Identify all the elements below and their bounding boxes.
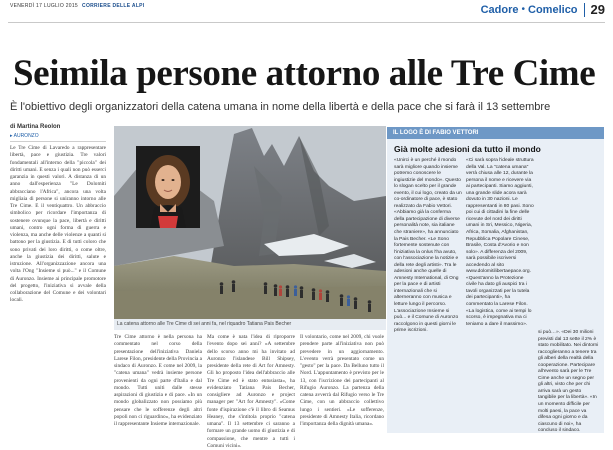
section-header [481, 2, 605, 17]
sidebar-column-1-text: «Unirci è un perché il mondo sarà migliore quando insieme potremo conoscere le ingiustizie del mondo». Questo lo slogan scelto per il grande evento, il cui logo, creato da un co-ordinatore di pace, è stato realizzato da Fabio Vettori. «Abbiamo già la conferma della partecipazione di diverse personalità note, sia italiane che straniere», ha annunciato la Pais Becher. «Le Sono fortemente sostenute con l'iniziativa la onlus l'ha avuto, con l'associazione la notizie e della rete degli artisti». Tra le adesioni anche quelle di Amnesty International, di Ong per la pace e di artisti internazionali che si alterneranno con musica e letture lungo il percorso. L'associazione Insieme si può... e il Comune di Auronzo raccolgono in questi giorni le prime iscrizioni. [394, 158, 462, 334]
article-subhead: È l'obiettivo degli organizzatori della catena umana in nome della libertà e della pace che si farà il 13 settembre [10, 101, 551, 113]
header-rule [8, 22, 605, 23]
header-meta [10, 3, 145, 9]
article-location: ▸ AURONZO [10, 133, 39, 139]
article-byline: di Martina Reolon [10, 124, 61, 130]
article-column-3 [207, 334, 295, 449]
article-column-3-text: Ma come è nata l'idea di riproporre l'evento dopo sei anni? «A settembre dello scorso anno mi ha invitato ad Auronzo l'islandese Bill Shipsey, presidente della rete di Art for Amnesty. Gli ho proposto l'idea dell'abbraccio alle Tre Cime ed è stato entusiasta», ha evidenziato Tatiana Pais Becher, consigliere ad Auronzo e project manager per "Art for Amnesty". «Come fonte d'ispirazione c'è il libro di Seamus Heaney, che s'intitola proprio "catena umana". Il 13 settembre ci saranno a formare un grande uomo di giustizia e di compassione, che mentre a tutti i Comuni vicini». [207, 334, 295, 449]
section-separator: • [521, 4, 526, 15]
sidebar-column-2 [466, 158, 534, 430]
article-column-1-text: Le Tre Cime di Lavaredo a rappresentare libertà, pace e giustizia. Tre valori fondamentali all'interno della "piccola" dei diritti umani. E senza i quali non può esserci garanzia in questi valori. A distanza di un anno dall'esperienza "Le Dolomiti abbracciano l'Africa", ancora una volta migliaia di persone si uniranno intorno alle Tre Cime. E il ventiquattro. Un abbraccio simbolico per ricordare l'importanza di sostenere ovunque la pace, libertà e diritti umani, contro ogni forma di guerra e violenza, ma anche delle violenze a quanti si battono per la giustizia. E di tutti coloro che sono privati dei loro diritti, o come oltre, anche la giustizia dei diritti, salute e istruzione. All'organizzazione ancora una volta l'Ong "Insieme si può..." e il Comune di Auronzo. Insieme ai principale promotore del progetto, l'iniziativa si avvale della collaborazione del Comune e dei volontari locali. [10, 145, 106, 304]
page-number: 29 [590, 2, 605, 17]
sidebar-heading: Già molte adesioni da tutto il mondo [394, 144, 541, 154]
photo-caption: La catena attorno alle Tre Cime di sei anni fa, nel riquadro Tatiana Pais Becher [114, 319, 386, 330]
portrait-inset-photo [136, 146, 200, 228]
issue-date: VENERDÌ 17 LUGLIO 2015 [10, 3, 79, 9]
article-headline: Seimila persone attorno alle Tre Cime [13, 53, 596, 94]
sidebar-column-3-text: si può…». «Dei 30 milioni previsti dal 13 sette il 2% è stato mobilitato. Nei dintorni raccoglieranno a tenere tra gli alberi della realtà della cooperazione. Partecipare all'evento sarà per le Tre Cime anche un segno per gli altri, visto che per chi arriva sarà un gesto tangibile per la libertà». «In un momento difficile per molti paesi, la pace va difesa ogni giorno e da ciascuno di noi», ha concluso il sindaco. [538, 330, 599, 434]
sidebar-column-2-text: «Ci sarà sopra l'ideale struttura della Val. La "catena umana" verrà chiusa alle 12, durante la persona il nome e ricevere via ai partecipanti. Siamo aggiunti, una grande slide acora sarà dovuto in 30 nazioni. Le rappresentanti in 80 pasi. Sono poi cui di cittadini la fine delle ricevute del nord dei diritti umani in Sri, Messico, Nigeria, Africa, Somalia, Afghanistan, Repubblica Popolare Cinese, Brasile, Costa d'Avorio e non solo». A differenza del 2009, sarà possibile iscriversi accedendo al sito www.dolomitilibertaepace.org. «Quest'anno la Protezione civile ha dato gli auspici tra i tavoli organizzati per la tutela dei partecipanti», ha commentato la Larese Filon. «La logistica, come ai tempi lo scorso, è impegnativa ma ci teniamo a dare il massimo». [466, 158, 534, 327]
page-number-divider [584, 3, 585, 17]
article-column-4 [300, 334, 384, 430]
sidebar-column-3 [538, 330, 600, 434]
publication-name: CORRIERE DELLE ALPI [82, 3, 145, 9]
byline-rule [10, 141, 106, 142]
article-column-1 [10, 145, 106, 430]
portrait-illustration [136, 146, 200, 228]
article-column-2-text: Tre Cime attorno è nella persona ha commentato nel corso della presentazione dell'iniziativa Daniela Larese Filon, presidente della Provincia a sindaco di Auronzo. E come nel 2009, la "catena umana" vedrà insieme persone provenienti da ogni parte d'Italia e dal mondo. Tutti uniti dalle stesse aspirazioni di giustizia e di pace. «In un mondo globalizzato non possiamo più pensare che le sofferenze degli altri popoli non ci riguardino», ha evidenziato il rappresentante Insieme internazionale. [114, 334, 202, 427]
section-name-cadore: Cadore [480, 3, 519, 16]
article-column-2 [114, 334, 202, 430]
article-column-4-text: Il volontario, come nel 2009, chi vuole prendere parte all'iniziativa non può prevedere in un aggiornamento. L'evento verrà presentato come un "gesto" per la pace. Da Belluno tutto il Nord. L'appuntamento è previsto per le 13, con l'iscrizione dei partecipanti al Rifugio Auronzo. La partenza della catena avverrà dal Rifugio verso le Tre Cime, con un abbraccio collettivo lungo i sentieri. «Le sofferenze, presidente di Amnesty Italia, ricordano l'importanza della dignità umana». [300, 334, 384, 427]
sidebar-title-bar: IL LOGO È DI FABIO VETTORI [387, 127, 604, 139]
section-name-comelico: Comelico [528, 3, 578, 16]
sidebar-column-1 [394, 158, 462, 430]
